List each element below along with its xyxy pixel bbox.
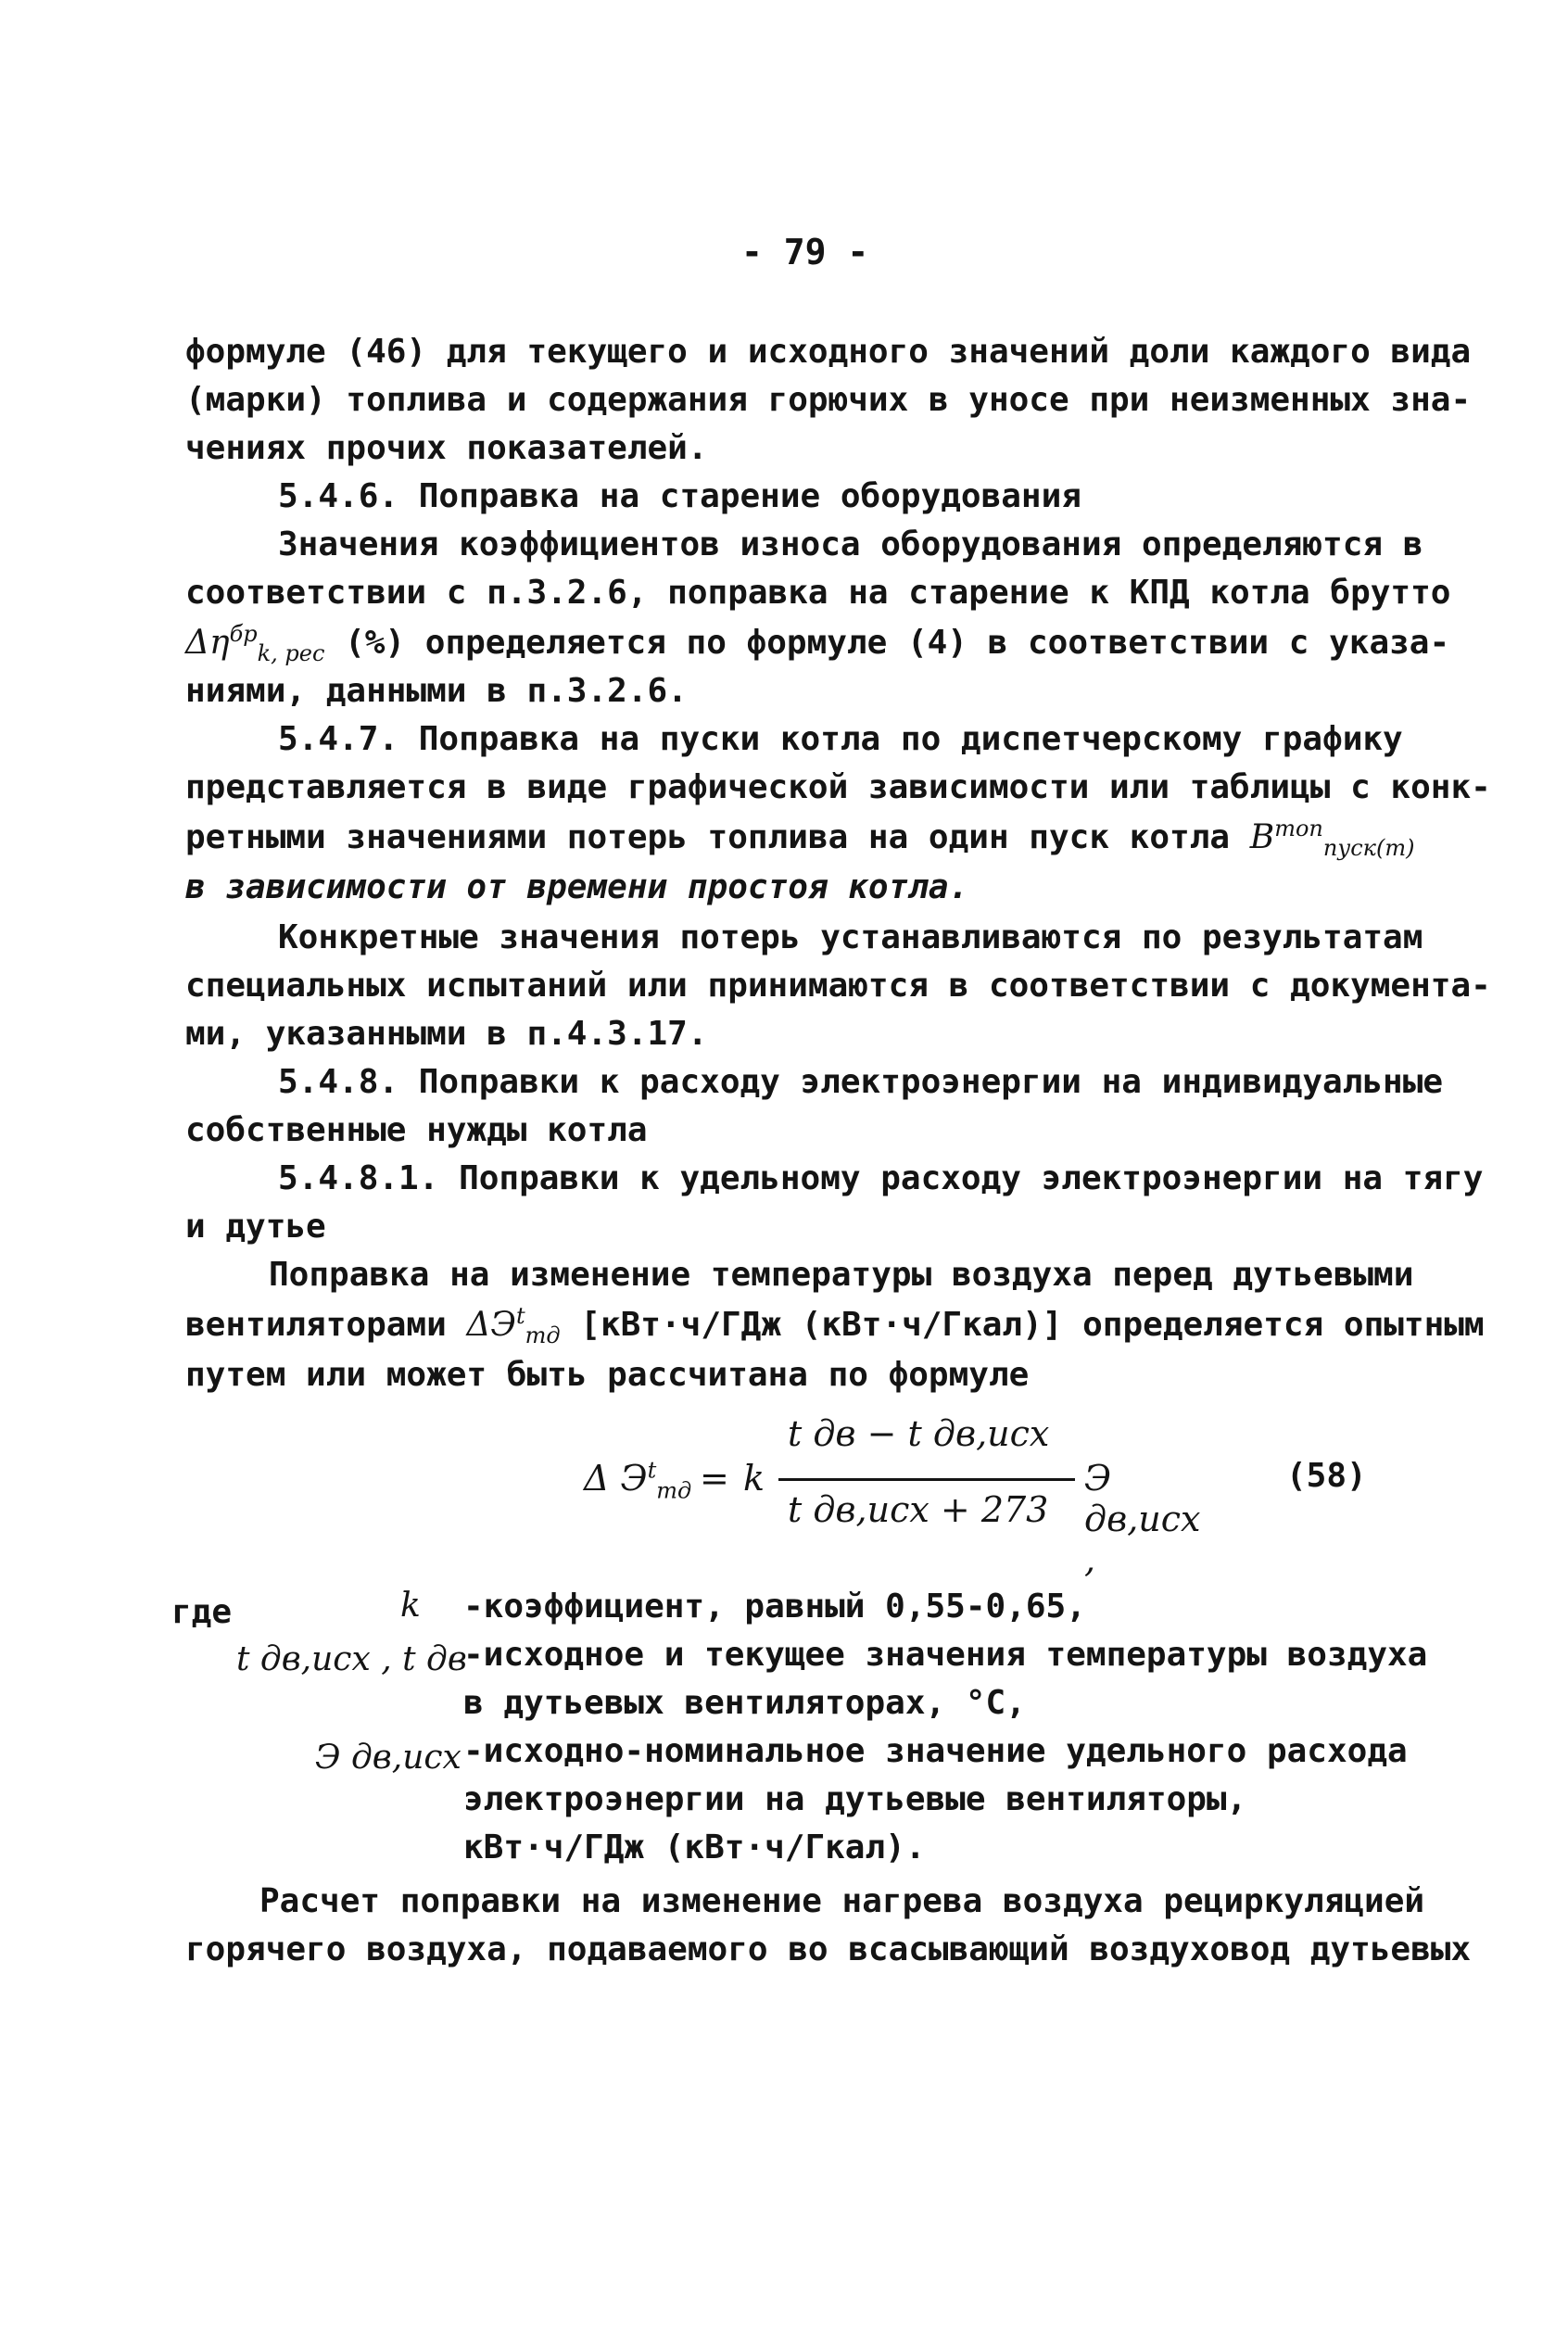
paragraph-line: в зависимости от времени простоя котла. [185,868,969,906]
section-heading-5-4-6: 5.4.6. Поправка на старение оборудования [278,477,1081,515]
paragraph-line: ниями, данными в п.3.2.6. [185,672,688,710]
def-term-t: t дв,исх , t дв [236,1640,467,1678]
paragraph-line: путем или может быть рассчитана по формуле [185,1356,1030,1394]
section-heading-5-4-7: 5.4.7. Поправка на пуски котла по диспетчерскому графику [278,720,1403,758]
formula-k: k [743,1458,765,1499]
paragraph-line: горячего воздуха, подаваемого во всасывающий воздуховод дутьевых [185,1930,1472,1968]
section-heading-5-4-8-1: 5.4.8.1. Поправки к удельному расходу электроэнергии на тягу [278,1159,1484,1197]
formula-58 [584,1395,1214,1580]
symbol-sub: тд [525,1322,561,1349]
def-term-e: Э дв,исх [315,1739,462,1777]
formula-lhs-sup: t [647,1457,657,1484]
symbol-sup: бр [229,621,258,647]
paragraph-text: ретными значениями потерь топлива на один пуск котла [185,818,1250,856]
paragraph-line: (марки) топлива и содержания горючих в уносе при неизменных зна- [185,381,1472,419]
formula-equals: = [700,1458,729,1499]
formula-lhs [584,1457,692,1504]
section-heading-5-4-8-1: и дутье [185,1208,326,1246]
formula-lhs-symbol: Δ Э [584,1458,648,1499]
paragraph-line [185,816,1415,862]
paragraph-line: Расчет поправки на изменение нагрева воздуха рециркуляцией [259,1882,1425,1920]
paragraph-line: представляется в виде графической зависимости или таблицы с конк- [185,768,1491,806]
paragraph-text: (%) определяется по формуле (4) в соответствии с указа- [324,624,1450,662]
def-desc: кВт·ч/ГДж (кВт·ч/Гкал). [463,1828,926,1866]
section-heading-5-4-8: 5.4.8. Поправки к расходу электроэнергии на индивидуальные [278,1063,1444,1101]
symbol-sup: t [515,1303,525,1329]
formula-numerator: t дв − t дв,исх [788,1413,1050,1454]
paragraph-line: Конкретные значения потерь устанавливаются по результатам [278,918,1423,956]
formula-lhs-sub: тд [656,1477,692,1504]
section-heading-5-4-8: собственные нужды котла [185,1111,648,1149]
paragraph-line [185,1303,1485,1349]
paragraph-line: Значения коэффициентов износа оборудования определяются в [278,525,1423,563]
symbol-delta-eta: Δη [185,624,230,662]
paragraph-line: чениях прочих показателей. [185,429,708,467]
paragraph-line [185,621,1450,667]
def-desc: электроэнергии на дутьевые вентиляторы, [463,1780,1247,1818]
paragraph-line: специальных испытаний или принимаются в соответствии с документа- [185,967,1491,1005]
symbol-sup: топ [1274,816,1323,841]
def-term-k: k [400,1587,421,1625]
symbol-b: B [1249,818,1275,856]
page-number: - 79 - [741,232,869,272]
symbol-delta-e: ΔЭ [466,1306,516,1344]
symbol-sub: пуск(m) [1322,835,1415,862]
paragraph-line: формуле (46) для текущего и исходного значений доли каждого вида [185,333,1472,371]
where-label: где [171,1593,233,1631]
paragraph-text: [кВт·ч/ГДж (кВт·ч/Гкал)] определяется опытным [560,1306,1485,1344]
symbol-sub: k, рес [257,640,325,667]
formula-denominator: t дв,исх + 273 [788,1489,1049,1530]
paragraph-text: вентиляторами [185,1306,467,1344]
def-desc: -исходное и текущее значения температуры воздуха [463,1636,1428,1674]
equation-number: (58) [1286,1457,1367,1495]
def-desc: -исходно-номинальное значение удельного расхода [463,1732,1408,1770]
paragraph-line: ми, указанными в п.4.3.17. [185,1015,708,1053]
def-desc: в дутьевых вентиляторах, °С, [463,1684,1026,1722]
paragraph-line: соответствии с п.3.2.6, поправка на старение к КПД котла брутто [185,574,1451,612]
def-desc: -коэффициент, равный 0,55-0,65, [463,1588,1086,1626]
formula-tail: Э дв,исх , [1084,1458,1201,1580]
fraction-bar [778,1478,1075,1481]
paragraph-line: Поправка на изменение температуры воздуха перед дутьевыми [269,1256,1414,1294]
